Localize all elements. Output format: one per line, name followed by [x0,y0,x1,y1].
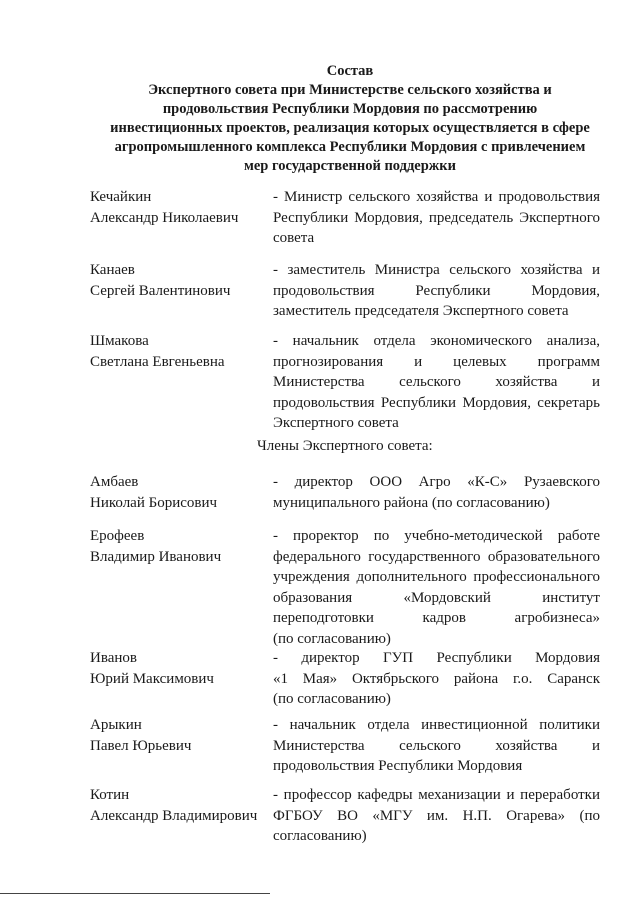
role-line: «1 Мая» Октябрьского района г.о. Саранск [273,670,600,687]
member-role [273,785,600,847]
member-role [273,648,600,710]
member-role [273,331,600,434]
role-line: - начальник отдела экономического анализа, [273,333,600,349]
given-names: Светлана Евгеньевна [90,353,225,370]
member-role [273,526,600,649]
role-line: - Министр сельского хозяйства и продовольствия [273,189,600,205]
given-names: Павел Юрьевич [90,737,192,754]
member-role [273,187,600,249]
role-line: прогнозирования и целевых программ [273,353,600,370]
role-line: учреждения дополнительного профессионального [273,569,600,585]
member-name [90,187,260,228]
title-line: агропромышленного комплекса Республики Мордовия с привлечением [114,139,586,155]
role-line: продовольствия Республики Мордовия [273,758,523,774]
role-line: совета [273,230,315,246]
document-title [70,62,630,176]
surname: Ерофеев [90,528,145,544]
role-line: муниципального района (по согласованию) [273,494,550,511]
surname: Арыкин [90,717,142,733]
given-names: Юрий Максимович [90,670,214,687]
given-names: Владимир Иванович [90,548,222,565]
surname: Канаев [90,262,135,278]
role-line: Министерства сельского хозяйства и [273,737,600,754]
role-line: образования «Мордовский институт [273,589,600,606]
role-line: Республики Мордовия, председатель Экспертного [273,209,600,226]
member-name [90,715,260,756]
title-line: мер государственной поддержки [243,158,457,174]
title-line: продовольствия Республики Мордовия по рассмотрению [162,101,538,117]
role-line: - проректор по учебно-методической работе [273,528,600,544]
role-line: продовольствия Республики Мордовия, [273,282,600,299]
member-name [90,472,260,513]
surname: Котин [90,787,130,803]
member-name [90,785,260,826]
role-line: - начальник отдела инвестиционной политики [273,717,600,733]
role-line: продовольствия Республики Мордовия, секретарь [273,394,600,411]
role-line: - директор ООО Агро «К-С» Рузаевского [273,474,600,490]
member-name [90,260,260,301]
surname: Кечайкин [90,189,152,205]
surname: Шмакова [90,333,149,349]
role-line: переподготовки кадров агробизнеса» [273,610,600,626]
member-role [273,472,600,513]
role-line: (по согласованию) [273,691,391,707]
member-name [90,648,260,689]
role-line: - заместитель Министра сельского хозяйства и [273,262,600,278]
title-line: Состав [326,63,374,79]
member-name [90,331,260,372]
role-line: заместитель председателя Экспертного совета [273,303,569,319]
role-line: федерального государственного образовательного [273,548,600,565]
member-name [90,526,260,567]
given-names: Александр Владимирович [90,807,258,824]
title-line: Экспертного совета при Министерстве сельского хозяйства и [148,82,552,98]
role-line: согласованию) [273,828,367,844]
given-names: Александр Николаевич [90,209,239,226]
surname: Иванов [90,650,137,666]
role-line: ФГБОУ ВО «МГУ им. Н.П. Огарева» (по [273,807,600,824]
role-line: - директор ГУП Республики Мордовия [273,650,600,666]
given-names: Сергей Валентинович [90,282,231,299]
title-line: инвестиционных проектов, реализация которых осуществляется в сфере [110,120,590,136]
given-names: Николай Борисович [90,494,218,511]
members-heading: Члены Экспертного совета: [257,438,433,454]
page-bottom-divider [0,893,270,894]
member-role [273,260,600,322]
member-role [273,715,600,777]
role-line: (по согласованию) [273,630,391,647]
role-line: Министерства сельского хозяйства и [273,374,600,390]
role-line: Экспертного совета [273,415,399,431]
surname: Амбаев [90,474,139,490]
role-line: - профессор кафедры механизации и переработки [273,787,600,803]
